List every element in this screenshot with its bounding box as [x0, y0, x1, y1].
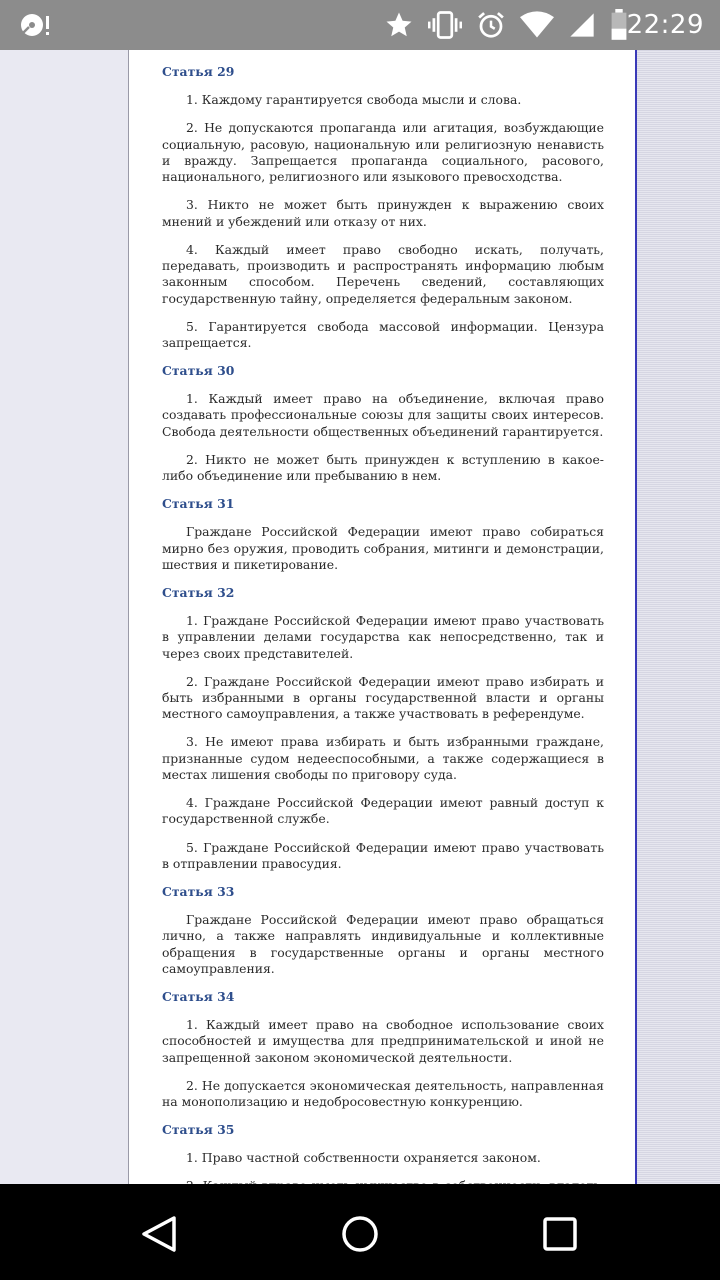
- status-bar: [0, 0, 720, 50]
- article-title: Статья 30: [162, 363, 235, 379]
- article-paragraph: 4. Каждый имеет право свободно искать, получать, передавать, производить и распространять информацию любым законным способом. Перечень сведений, составляющих государственную тайну, определяется федеральным законом.: [162, 241, 604, 306]
- article-paragraph: 1. Каждый имеет право на объединение, включая право создавать профессиональные союзы для защиты своих интересов. Свобода деятельности общественных объединений гарантируется.: [162, 391, 604, 439]
- article-title: Статья 32: [162, 584, 235, 600]
- cell-signal-icon: [568, 11, 596, 39]
- article-paragraph: Граждане Российской Федерации имеют право собираться мирно без оружия, проводить собрания, митинги и демонстрации, шествия и пикетирование.: [162, 524, 604, 572]
- battery-icon: [610, 9, 628, 41]
- clock: 22:29: [626, 10, 704, 40]
- document-text: [162, 36, 604, 1239]
- alarm-icon: [476, 10, 506, 40]
- article-title: Статья 31: [162, 496, 235, 512]
- article-paragraph: 1. Граждане Российской Федерации имеют право участвовать в управлении делами государства как непосредственно, так и через своих представителей.: [162, 613, 604, 661]
- article-paragraph: 5. Гарантируется свобода массовой информации. Цензура запрещается.: [162, 318, 604, 350]
- article-paragraph: 2. Никто не может быть принужден к вступлению в какое-либо объединение или пребыванию в нем.: [162, 451, 604, 484]
- vibrate-icon: [428, 10, 462, 40]
- recents-icon[interactable]: [536, 1210, 584, 1258]
- document-viewer[interactable]: [0, 50, 720, 1184]
- home-icon[interactable]: [336, 1210, 384, 1258]
- article-paragraph: 3. Не имеют права избирать и быть избранными граждане, признанные судом недееспособными, а также содержащиеся в местах лишения свободы по приговору суда.: [162, 734, 604, 783]
- article-paragraph: 1. Право частной собственности охраняется законом.: [186, 1150, 541, 1166]
- article-paragraph: 3. Никто не может быть принужден к выражению своих мнений и убеждений или отказу от них.: [162, 197, 604, 229]
- article-title: Статья 33: [162, 883, 235, 899]
- viewer-right-margin: [636, 50, 720, 1184]
- article-paragraph: 4. Граждане Российской Федерации имеют равный доступ к государственной службе.: [162, 795, 604, 827]
- document-page: [128, 48, 637, 1188]
- article-paragraph: 2. Граждане Российской Федерации имеют право избирать и быть избранными в органы государственной власти и органы местного самоуправления, а также участвовать в референдуме.: [162, 673, 604, 722]
- article-paragraph: 1. Каждому гарантируется свобода мысли и слова.: [186, 92, 522, 108]
- article-title: Статья 34: [162, 989, 235, 1004]
- back-icon[interactable]: [136, 1210, 184, 1258]
- article-paragraph: 1. Каждый имеет право на свободное использование своих способностей и имущества для предпринимательской и иной не запрещенной законом экономической деятельности.: [162, 1017, 604, 1065]
- navigation-bar: [0, 1184, 720, 1280]
- music-notification-icon: [18, 11, 52, 39]
- article-paragraph: Граждане Российской Федерации имеют право обращаться лично, а также направлять индивидуальные и коллективные обращения в государственные органы и органы местного самоуправления.: [162, 912, 604, 976]
- wifi-icon: [520, 11, 554, 39]
- article-paragraph: 2. Не допускаются пропаганда или агитация, возбуждающие социальную, расовую, национальную или религиозную ненависть и вражду. Запрещается пропаганда социального, расового, национального, религиозного или языкового превосходства.: [162, 120, 604, 185]
- article-title: Статья 35: [162, 1122, 235, 1138]
- viewer-left-margin: [0, 50, 128, 1184]
- article-title: Статья 29: [162, 64, 235, 80]
- article-paragraph: 2. Не допускается экономическая деятельность, направленная на монополизацию и недобросовестную конкуренцию.: [162, 1077, 604, 1110]
- article-paragraph: 5. Граждане Российской Федерации имеют право участвовать в отправлении правосудия.: [162, 839, 604, 871]
- star-icon: [384, 10, 414, 40]
